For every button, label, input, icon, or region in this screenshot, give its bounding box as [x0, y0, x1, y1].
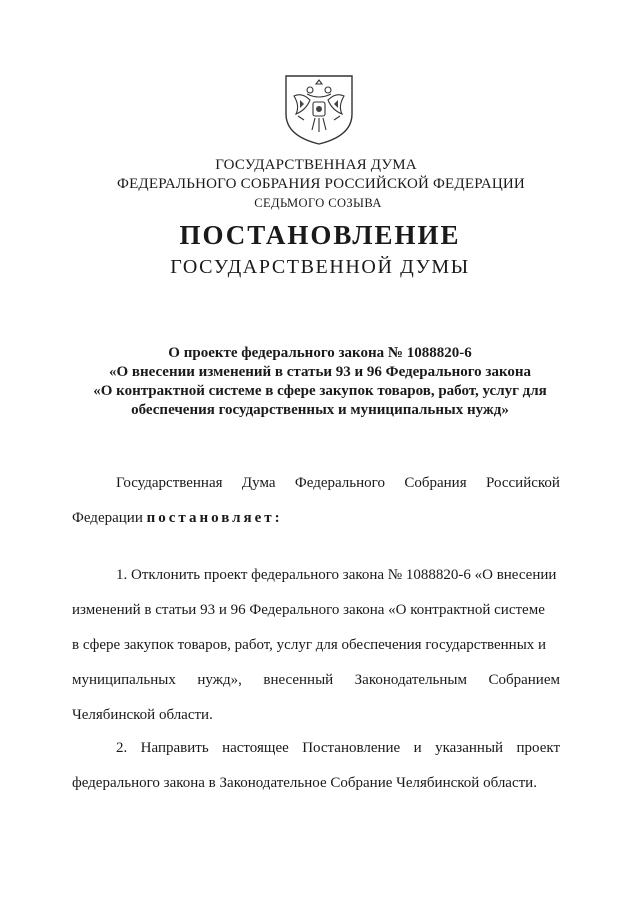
resolves-verb: постановляет: — [146, 510, 283, 526]
word: 2. — [116, 740, 128, 756]
word: муниципальных — [72, 672, 176, 688]
paragraph-line — [72, 466, 560, 501]
word: проект — [516, 740, 560, 756]
header-line-convocation: СЕДЬМОГО СОЗЫВА — [254, 196, 382, 210]
word: Постановление — [302, 740, 401, 756]
word: Дума — [241, 475, 276, 491]
paragraph-line: изменений в статьи 93 и 96 Федерального закона «О контрактной системе — [72, 602, 545, 618]
preamble-paragraph — [72, 466, 560, 536]
paragraph-line — [72, 663, 560, 698]
word: указанный — [435, 740, 504, 756]
subject-line: «О внесении изменений в статьи 93 и 96 Федерального закона — [108, 364, 532, 380]
subject-line: О проекте федерального закона № 1088820-6 — [168, 345, 472, 361]
subject-line: «О контрактной системе в сфере закупок товаров, работ, услуг для — [93, 383, 547, 399]
paragraph-line: Челябинской области. — [72, 707, 213, 723]
point-1-paragraph — [72, 558, 560, 733]
paragraph-line — [72, 501, 560, 536]
word: Собрания — [404, 475, 467, 491]
resolution-subject — [60, 344, 580, 420]
paragraph-line: федерального закона в Законодательное Собрание Челябинской области. — [72, 775, 537, 791]
point-2-paragraph — [72, 731, 560, 801]
header-line-assembly: ФЕДЕРАЛЬНОГО СОБРАНИЯ РОССИЙСКОЙ ФЕДЕРАЦИИ — [117, 176, 525, 192]
issuing-body-header — [0, 156, 640, 213]
word: Российской — [486, 475, 560, 491]
paragraph-line — [72, 731, 560, 766]
word: и — [413, 740, 422, 756]
word: настоящее — [222, 740, 289, 756]
subject-line: обеспечения государственных и муниципальных нужд» — [131, 402, 509, 418]
word: Федерации — [72, 510, 143, 526]
word: внесенный — [263, 672, 334, 688]
word: Собранием — [488, 672, 560, 688]
header-line-duma: ГОСУДАРСТВЕННАЯ ДУМА — [215, 157, 417, 173]
word: Государственная — [116, 475, 223, 491]
word: нужд», — [197, 672, 242, 688]
word: Законодательным — [354, 672, 467, 688]
document-type-title: ПОСТАНОВЛЕНИЕ — [179, 220, 461, 250]
paragraph-line: 1. Отклонить проект федерального закона № 1088820-6 «О внесении — [116, 567, 557, 583]
paragraph-line: в сфере закупок товаров, работ, услуг для обеспечения государственных и — [72, 637, 547, 653]
word: Федерального — [294, 475, 385, 491]
word: Направить — [140, 740, 209, 756]
state-emblem-icon — [280, 70, 358, 148]
document-issuer-subtitle: ГОСУДАРСТВЕННОЙ ДУМЫ — [170, 256, 470, 278]
